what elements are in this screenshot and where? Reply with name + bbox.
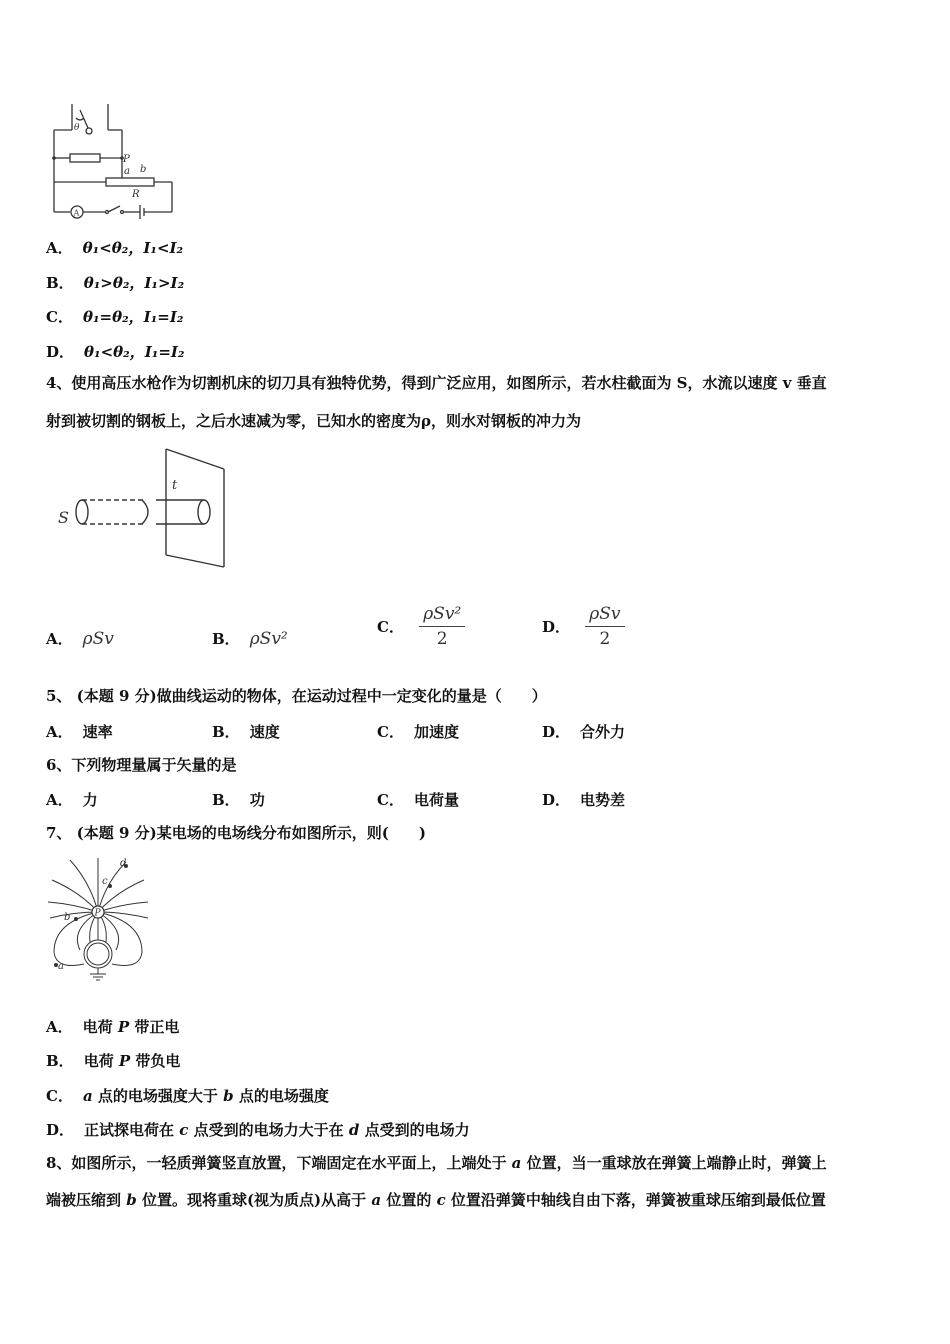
q4-option-b: B． ρSv² [212, 629, 288, 649]
q6-option-c: C． 电荷量 [377, 791, 459, 809]
ammeter-label: A [73, 208, 80, 218]
p-label: P [123, 154, 130, 165]
point-c-label: c [102, 876, 108, 887]
s-label: S [58, 508, 69, 527]
q8-stem-line2: 端被压缩到 b 位置。现将重球(视为质点)从高于 a 位置的 c 位置沿弹簧中轴线自由下落，弹簧被重球压缩到最低位置 [46, 1191, 826, 1209]
t-label: t [172, 478, 178, 493]
q4-option-c: C． $\frac{\text{ρSv²}}{2}$ [377, 604, 465, 649]
q5-stem: 5、 (本题 9 分)做曲线运动的物体，在运动过程中一定变化的量是（ ） [46, 687, 547, 705]
q4-stem-line1: 4、使用高压水枪作为切割机床的切刀具有独特优势，得到广泛应用，如图所示，若水柱截面为 S，水流以速度 v 垂直 [46, 374, 827, 392]
r-label: R [132, 189, 140, 200]
q5-option-d: D． 合外力 [542, 723, 626, 741]
q5-option-b: B． 速度 [212, 723, 280, 741]
q5-option-a: A． 速率 [46, 723, 113, 741]
q7-option-c: C． a 点的电场强度大于 b 点的电场强度 [46, 1087, 329, 1105]
q7-option-d: D． 正试探电荷在 c 点受到的电场力大于在 d 点受到的电场力 [46, 1121, 470, 1139]
q6-option-d: D． 电势差 [542, 791, 626, 809]
q6-stem: 6、下列物理量属于矢量的是 [46, 756, 237, 774]
q3-option-a: A． θ₁<θ₂，I₁<I₂ [46, 239, 184, 257]
b-label: b [140, 164, 147, 175]
water-jet-figure [56, 445, 236, 575]
p-charge-label: P [94, 908, 101, 919]
q4-option-d: D． $\frac{\text{ρSv}}{2}$ [542, 604, 625, 649]
q7-option-a: A． 电荷 P 带正电 [46, 1018, 180, 1036]
q6-option-a: A． 力 [46, 791, 98, 809]
q4-option-a: A． ρSv [46, 629, 114, 649]
q3-option-b: B． θ₁>θ₂，I₁>I₂ [46, 274, 185, 292]
circuit-figure [44, 100, 184, 222]
q6-option-b: B． 功 [212, 791, 265, 809]
q7-option-b: B． 电荷 P 带负电 [46, 1052, 181, 1070]
q7-stem: 7、 (本题 9 分)某电场的电场线分布如图所示，则( ) [46, 824, 426, 842]
a-label: a [124, 166, 130, 177]
point-a-label: a [58, 961, 64, 972]
fraction-c: $\frac{\text{ρSv²}}{2}$ [419, 604, 465, 649]
q3-option-d: D． θ₁<θ₂，I₁=I₂ [46, 343, 185, 361]
q8-stem-line1: 8、如图所示，一轻质弹簧竖直放置，下端固定在水平面上，上端处于 a 位置，当一重球放在弹簧上端静止时，弹簧上 [46, 1154, 827, 1172]
fraction-d: $\frac{\text{ρSv}}{2}$ [585, 604, 624, 649]
q4-stem-line2: 射到被切割的钢板上，之后水速减为零，已知水的密度为ρ，则水对钢板的冲力为 [46, 412, 581, 430]
point-d-label: d [120, 858, 127, 869]
theta-label: θ [74, 123, 80, 133]
point-b-label: b [64, 912, 71, 923]
electric-field-figure [44, 852, 154, 982]
q5-option-c: C． 加速度 [377, 723, 459, 741]
q3-option-c: C． θ₁=θ₂，I₁=I₂ [46, 308, 184, 326]
